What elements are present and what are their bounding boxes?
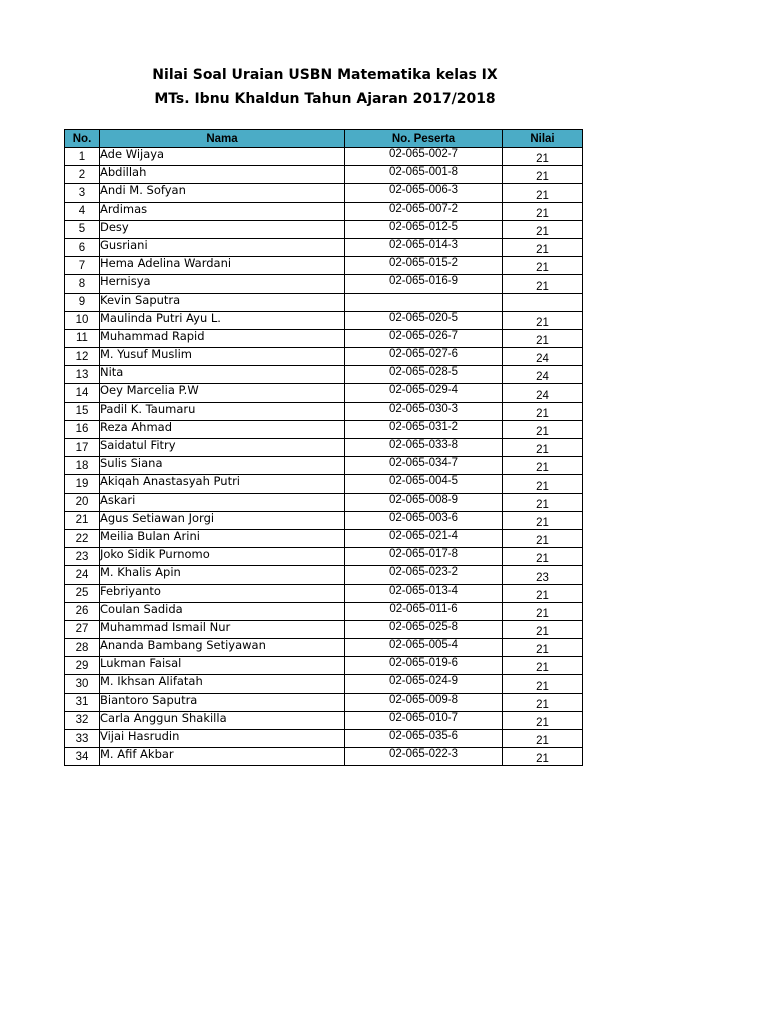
cell-peserta — [345, 293, 503, 311]
column-header-nilai: Nilai — [503, 130, 583, 148]
table-row — [65, 748, 583, 766]
table-row — [65, 475, 583, 493]
cell-peserta: 02-065-027-6 — [345, 348, 503, 366]
table-row — [65, 511, 583, 529]
cell-nama: Carla Anggun Shakilla — [100, 711, 345, 729]
cell-peserta: 02-065-010-7 — [345, 711, 503, 729]
cell-no: 21 — [65, 511, 100, 529]
cell-peserta: 02-065-025-8 — [345, 620, 503, 638]
cell-nama: Hernisya — [100, 275, 345, 293]
cell-peserta: 02-065-034-7 — [345, 457, 503, 475]
cell-no: 6 — [65, 238, 100, 256]
table-row — [65, 693, 583, 711]
cell-nama: Ade Wijaya — [100, 148, 345, 166]
cell-no: 27 — [65, 620, 100, 638]
cell-nilai: 21 — [503, 493, 583, 511]
table-row — [65, 402, 583, 420]
cell-nama: Vijai Hasrudin — [100, 730, 345, 748]
cell-nama: Reza Ahmad — [100, 420, 345, 438]
cell-nama: Saidatul Fitry — [100, 439, 345, 457]
cell-no: 16 — [65, 420, 100, 438]
cell-peserta: 02-065-013-4 — [345, 584, 503, 602]
table-row — [65, 293, 583, 311]
table-row — [65, 166, 583, 184]
table-row — [65, 602, 583, 620]
table-row — [65, 457, 583, 475]
cell-nilai: 21 — [503, 693, 583, 711]
cell-nilai: 21 — [503, 275, 583, 293]
cell-peserta: 02-065-028-5 — [345, 366, 503, 384]
cell-no: 24 — [65, 566, 100, 584]
cell-no: 9 — [65, 293, 100, 311]
table-row — [65, 238, 583, 256]
cell-nilai: 24 — [503, 348, 583, 366]
table-row — [65, 275, 583, 293]
cell-nilai: 21 — [503, 311, 583, 329]
cell-peserta: 02-065-033-8 — [345, 439, 503, 457]
cell-peserta: 02-065-015-2 — [345, 257, 503, 275]
cell-nama: Muhammad Ismail Nur — [100, 620, 345, 638]
cell-nilai: 21 — [503, 439, 583, 457]
cell-nilai: 21 — [503, 675, 583, 693]
cell-nama: M. Yusuf Muslim — [100, 348, 345, 366]
cell-peserta: 02-065-017-8 — [345, 548, 503, 566]
cell-nama: Muhammad Rapid — [100, 329, 345, 347]
cell-peserta: 02-065-009-8 — [345, 693, 503, 711]
table-row — [65, 711, 583, 729]
cell-peserta: 02-065-012-5 — [345, 220, 503, 238]
table-row — [65, 657, 583, 675]
cell-nilai: 21 — [503, 529, 583, 547]
cell-no: 33 — [65, 730, 100, 748]
cell-no: 4 — [65, 202, 100, 220]
cell-peserta: 02-065-004-5 — [345, 475, 503, 493]
table-row — [65, 384, 583, 402]
cell-no: 18 — [65, 457, 100, 475]
cell-nama: Ardimas — [100, 202, 345, 220]
cell-no: 15 — [65, 402, 100, 420]
table-row — [65, 366, 583, 384]
table-row — [65, 329, 583, 347]
cell-peserta: 02-065-030-3 — [345, 402, 503, 420]
cell-nama: Coulan Sadida — [100, 602, 345, 620]
cell-nama: Abdillah — [100, 166, 345, 184]
cell-nilai: 21 — [503, 238, 583, 256]
cell-no: 19 — [65, 475, 100, 493]
cell-nilai: 21 — [503, 184, 583, 202]
cell-nilai: 24 — [503, 366, 583, 384]
cell-nilai: 21 — [503, 584, 583, 602]
table-row — [65, 529, 583, 547]
cell-peserta: 02-065-016-9 — [345, 275, 503, 293]
cell-nama: Biantoro Saputra — [100, 693, 345, 711]
table-row — [65, 184, 583, 202]
cell-peserta: 02-065-023-2 — [345, 566, 503, 584]
table-row — [65, 620, 583, 638]
cell-nilai: 24 — [503, 384, 583, 402]
table-row — [65, 730, 583, 748]
cell-no: 31 — [65, 693, 100, 711]
cell-nilai: 21 — [503, 548, 583, 566]
cell-nama: Akiqah Anastasyah Putri — [100, 475, 345, 493]
cell-nama: Askari — [100, 493, 345, 511]
cell-no: 8 — [65, 275, 100, 293]
cell-no: 14 — [65, 384, 100, 402]
cell-peserta: 02-065-014-3 — [345, 238, 503, 256]
column-header-peserta: No. Peserta — [345, 130, 503, 148]
cell-no: 10 — [65, 311, 100, 329]
cell-nilai: 21 — [503, 420, 583, 438]
cell-nilai: 21 — [503, 748, 583, 766]
cell-peserta: 02-065-008-9 — [345, 493, 503, 511]
cell-nilai: 21 — [503, 166, 583, 184]
cell-peserta: 02-065-007-2 — [345, 202, 503, 220]
table-row — [65, 675, 583, 693]
cell-nama: Padil K. Taumaru — [100, 402, 345, 420]
cell-nama: Febriyanto — [100, 584, 345, 602]
cell-no: 17 — [65, 439, 100, 457]
cell-peserta: 02-065-035-6 — [345, 730, 503, 748]
cell-no: 28 — [65, 639, 100, 657]
table-row — [65, 220, 583, 238]
table-row — [65, 566, 583, 584]
cell-nama: Lukman Faisal — [100, 657, 345, 675]
cell-no: 23 — [65, 548, 100, 566]
table-row — [65, 548, 583, 566]
cell-nilai: 21 — [503, 257, 583, 275]
table-row — [65, 493, 583, 511]
cell-peserta: 02-065-006-3 — [345, 184, 503, 202]
cell-nilai: 21 — [503, 457, 583, 475]
cell-peserta: 02-065-001-8 — [345, 166, 503, 184]
table-row — [65, 202, 583, 220]
cell-no: 34 — [65, 748, 100, 766]
cell-peserta: 02-065-011-6 — [345, 602, 503, 620]
cell-peserta: 02-065-005-4 — [345, 639, 503, 657]
cell-no: 32 — [65, 711, 100, 729]
cell-peserta: 02-065-019-6 — [345, 657, 503, 675]
table-row — [65, 439, 583, 457]
cell-no: 26 — [65, 602, 100, 620]
cell-no: 29 — [65, 657, 100, 675]
cell-peserta: 02-065-029-4 — [345, 384, 503, 402]
document-title: Nilai Soal Uraian USBN Matematika kelas IX — [152, 67, 498, 83]
cell-peserta: 02-065-026-7 — [345, 329, 503, 347]
table-row — [65, 639, 583, 657]
cell-no: 2 — [65, 166, 100, 184]
cell-nama: M. Khalis Apin — [100, 566, 345, 584]
cell-nilai: 21 — [503, 220, 583, 238]
cell-peserta: 02-065-002-7 — [345, 148, 503, 166]
cell-nama: Sulis Siana — [100, 457, 345, 475]
cell-nilai: 21 — [503, 148, 583, 166]
cell-nama: Maulinda Putri Ayu L. — [100, 311, 345, 329]
cell-nilai: 21 — [503, 402, 583, 420]
cell-nilai: 21 — [503, 511, 583, 529]
cell-no: 20 — [65, 493, 100, 511]
cell-no: 13 — [65, 366, 100, 384]
cell-nama: Joko Sidik Purnomo — [100, 548, 345, 566]
cell-nama: Oey Marcelia P.W — [100, 384, 345, 402]
document-subtitle: MTs. Ibnu Khaldun Tahun Ajaran 2017/2018 — [154, 91, 496, 107]
cell-nama: Hema Adelina Wardani — [100, 257, 345, 275]
cell-peserta: 02-065-003-6 — [345, 511, 503, 529]
cell-nama: M. Ikhsan Alifatah — [100, 675, 345, 693]
cell-no: 30 — [65, 675, 100, 693]
cell-nama: Nita — [100, 366, 345, 384]
cell-nilai: 21 — [503, 620, 583, 638]
table-row — [65, 148, 583, 166]
cell-no: 1 — [65, 148, 100, 166]
table-row — [65, 584, 583, 602]
cell-peserta: 02-065-024-9 — [345, 675, 503, 693]
table-row — [65, 348, 583, 366]
cell-nilai: 21 — [503, 657, 583, 675]
cell-no: 7 — [65, 257, 100, 275]
cell-no: 22 — [65, 529, 100, 547]
cell-no: 3 — [65, 184, 100, 202]
table-header-row — [65, 130, 583, 148]
cell-nilai: 21 — [503, 329, 583, 347]
cell-nilai: 23 — [503, 566, 583, 584]
cell-nama: Agus Setiawan Jorgi — [100, 511, 345, 529]
cell-nilai: 21 — [503, 730, 583, 748]
table-row — [65, 311, 583, 329]
cell-nilai: 21 — [503, 711, 583, 729]
cell-no: 25 — [65, 584, 100, 602]
cell-nama: Kevin Saputra — [100, 293, 345, 311]
score-table — [64, 129, 583, 766]
cell-nilai: 21 — [503, 475, 583, 493]
cell-nama: Gusriani — [100, 238, 345, 256]
column-header-nama: Nama — [100, 130, 345, 148]
column-header-no: No. — [65, 130, 100, 148]
cell-no: 11 — [65, 329, 100, 347]
cell-nama: Ananda Bambang Setiyawan — [100, 639, 345, 657]
cell-nilai — [503, 293, 583, 311]
cell-peserta: 02-065-022-3 — [345, 748, 503, 766]
cell-peserta: 02-065-031-2 — [345, 420, 503, 438]
cell-no: 5 — [65, 220, 100, 238]
cell-nama: Desy — [100, 220, 345, 238]
cell-nama: M. Afif Akbar — [100, 748, 345, 766]
cell-nama: Andi M. Sofyan — [100, 184, 345, 202]
table-row — [65, 257, 583, 275]
cell-nilai: 21 — [503, 602, 583, 620]
cell-peserta: 02-065-021-4 — [345, 529, 503, 547]
cell-nama: Meilia Bulan Arini — [100, 529, 345, 547]
cell-nilai: 21 — [503, 202, 583, 220]
table-row — [65, 420, 583, 438]
cell-no: 12 — [65, 348, 100, 366]
cell-peserta: 02-065-020-5 — [345, 311, 503, 329]
cell-nilai: 21 — [503, 639, 583, 657]
